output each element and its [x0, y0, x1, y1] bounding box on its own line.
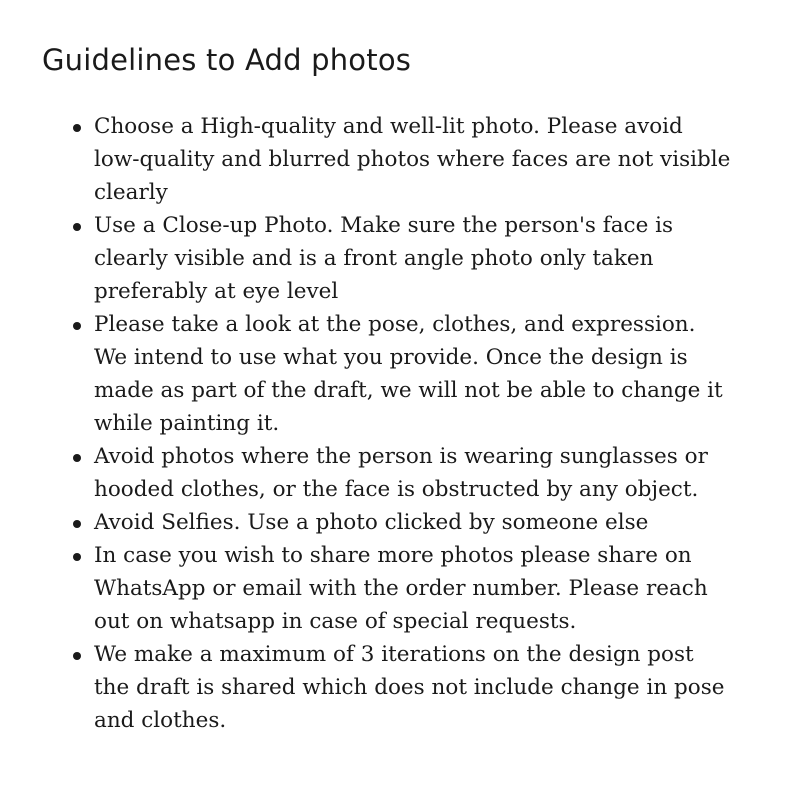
guidelines-list — [94, 110, 734, 737]
guideline-text: Choose a High-quality and well-lit photo. Please avoid low-quality and blurred photos where faces are not visible clearly — [94, 114, 731, 205]
bullet-icon — [73, 553, 81, 561]
guideline-text: Avoid photos where the person is wearing sunglasses or hooded clothes, or the face is obstructed by any object. — [94, 444, 708, 502]
bullet-icon — [73, 652, 81, 660]
bullet-icon — [73, 223, 81, 231]
guideline-text: We make a maximum of 3 iterations on the design post the draft is shared which does not include change in pose and clothes. — [94, 642, 725, 733]
bullet-icon — [73, 454, 81, 462]
page-title: Guidelines to Add photos — [42, 43, 412, 77]
bullet-icon — [73, 322, 81, 330]
guideline-text: In case you wish to share more photos please share on WhatsApp or email with the order number. Please reach out on whatsapp in case of special requests. — [94, 543, 708, 634]
bullet-icon — [73, 520, 81, 528]
guideline-text: Use a Close-up Photo. Make sure the person's face is clearly visible and is a front angle photo only taken preferably at eye level — [94, 213, 674, 304]
list-item — [94, 308, 734, 440]
bullet-icon — [73, 124, 81, 132]
list-item — [94, 539, 734, 638]
guideline-text: Please take a look at the pose, clothes, and expression. We intend to use what you provide. Once the design is made as part of the draft, we will not be able to change it while painting it. — [94, 312, 723, 436]
list-item — [94, 440, 734, 506]
guideline-text: Avoid Selfies. Use a photo clicked by someone else — [94, 510, 649, 535]
list-item — [94, 209, 734, 308]
list-item — [94, 506, 734, 539]
list-item — [94, 110, 734, 209]
list-item — [94, 638, 734, 737]
